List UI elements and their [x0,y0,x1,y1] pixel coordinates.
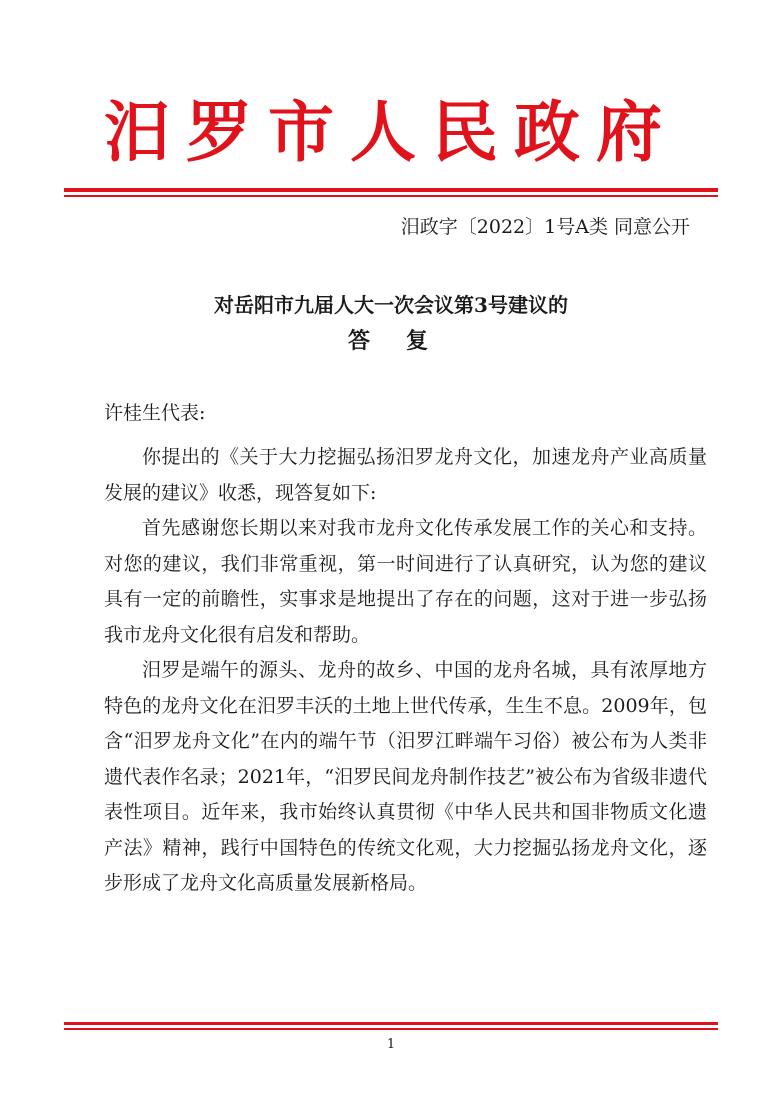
document-body [104,440,707,902]
footer-red-rule-thin [64,1028,718,1030]
page-number: 1 [386,1037,396,1052]
document-number: 汨政字〔2022〕1号A类 同意公开 [400,216,690,238]
header-red-rule-thick [64,188,718,192]
document-title-reply: 答复 [347,328,464,354]
body-paragraph: 你提出的《关于大力挖掘弘扬汨罗龙舟文化，加速龙舟产业高质量发展的建议》收悉，现答复如下: [104,446,707,504]
body-paragraph: 首先感谢您长期以来对我市龙舟文化传承发展工作的关心和支持。对您的建议，我们非常重视，第一时间进行了认真研究，认为您的建议具有一定的前瞻性，实事求是地提出了存在的问题，这对于进一步弘扬我市龙舟文化很有启发和帮助。 [104,517,707,646]
header-red-rule-thin [64,195,718,197]
document-title: 对岳阳市九届人大一次会议第3号建议的 [214,293,568,317]
body-paragraph: 汨罗是端午的源头、龙舟的故乡、中国的龙舟名城，具有浓厚地方特色的龙舟文化在汨罗丰沃的土地上世代传承，生生不息。2009年，包含“汨罗龙舟文化”在内的端午节（汨罗江畔端午习俗）被公布为人类非遗代表作名录；2021年，“汨罗民间龙舟制作技艺”被公布为省级非遗代表性项目。近年来，我市始终认真贯彻《中华人民共和国非物质文化遗产法》精神，践行中国特色的传统文化观，大力挖掘弘扬龙舟文化，逐步形成了龙舟文化高质量发展新格局。 [104,659,707,894]
issuing-authority-title: 汨罗市人民政府 [104,93,678,171]
footer-red-rule-thick [64,1022,718,1025]
salutation: 许桂生代表: [104,402,206,424]
